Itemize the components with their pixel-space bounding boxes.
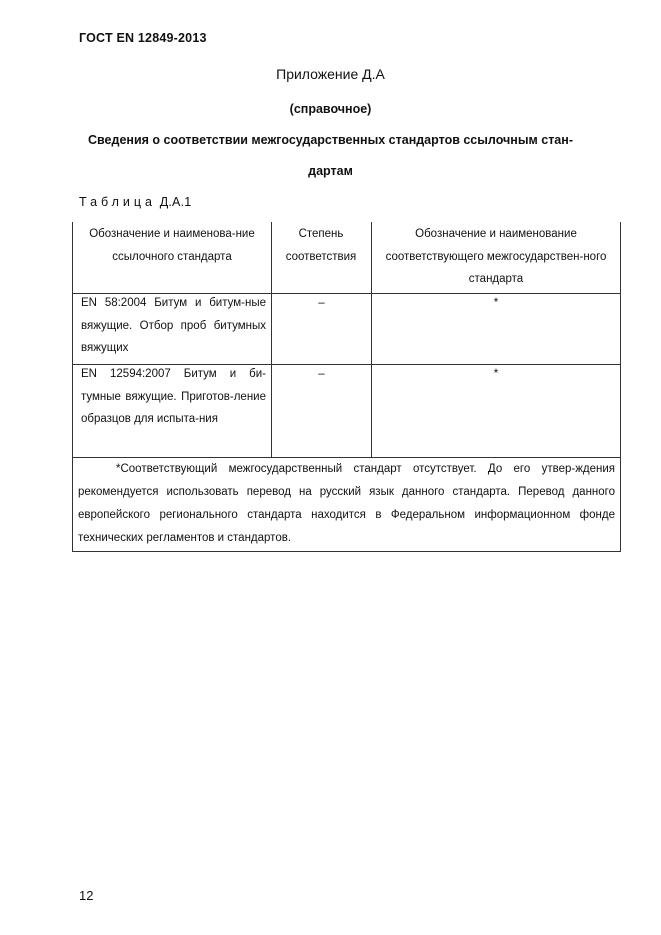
- column-divider-2: [371, 222, 372, 457]
- table-label-prefix: Таблица: [79, 195, 157, 209]
- document-header: ГОСТ EN 12849-2013: [79, 31, 207, 45]
- table-row-1-interstate: *: [493, 297, 499, 309]
- annex-heading-line2: дартам: [308, 164, 353, 178]
- page-number: 12: [79, 888, 94, 903]
- table-row-2-reference: EN 12594:2007 Битум и би-тумные вяжущие. Приготов-ление образцов для испыта-ния: [81, 368, 266, 425]
- table-border-bottom: [72, 551, 621, 552]
- column-header-degree: Степень соответствия: [285, 228, 357, 263]
- column-divider-1: [271, 222, 272, 457]
- table-row-2-interstate: *: [493, 368, 499, 380]
- annex-heading-line1: Сведения о соответствии межгосударственных стандартов ссылочным стан-: [88, 133, 573, 147]
- table-label-number: Д.А.1: [159, 195, 192, 209]
- table-row-1-reference: EN 58:2004 Битум и битум-ные вяжущие. Отбор проб битумных вяжущих: [81, 297, 266, 354]
- table-border-right: [620, 222, 621, 552]
- column-header-reference: Обозначение и наименова-ние ссылочного стандарта: [89, 228, 255, 263]
- annex-subtitle: (справочное): [289, 102, 372, 116]
- table-row-2-degree: –: [318, 368, 325, 380]
- table-border-left: [72, 222, 73, 552]
- table-footnote: *Соответствующий межгосударственный стандарт отсутствует. До его утвер-ждения рекомендуется использовать перевод на русский язык данного стандарта. Перевод данного европейского регионального стандарта находится в Федеральном информационном фонде технических регламентов и стандартов.: [78, 463, 615, 544]
- table-row-1-degree: –: [318, 297, 325, 309]
- reference-table: [72, 222, 621, 552]
- annex-title: Приложение Д.А: [276, 66, 385, 82]
- table-label: [79, 195, 191, 209]
- column-header-interstate: Обозначение и наименование соответствующего межгосударствен-ного стандарта: [385, 228, 607, 285]
